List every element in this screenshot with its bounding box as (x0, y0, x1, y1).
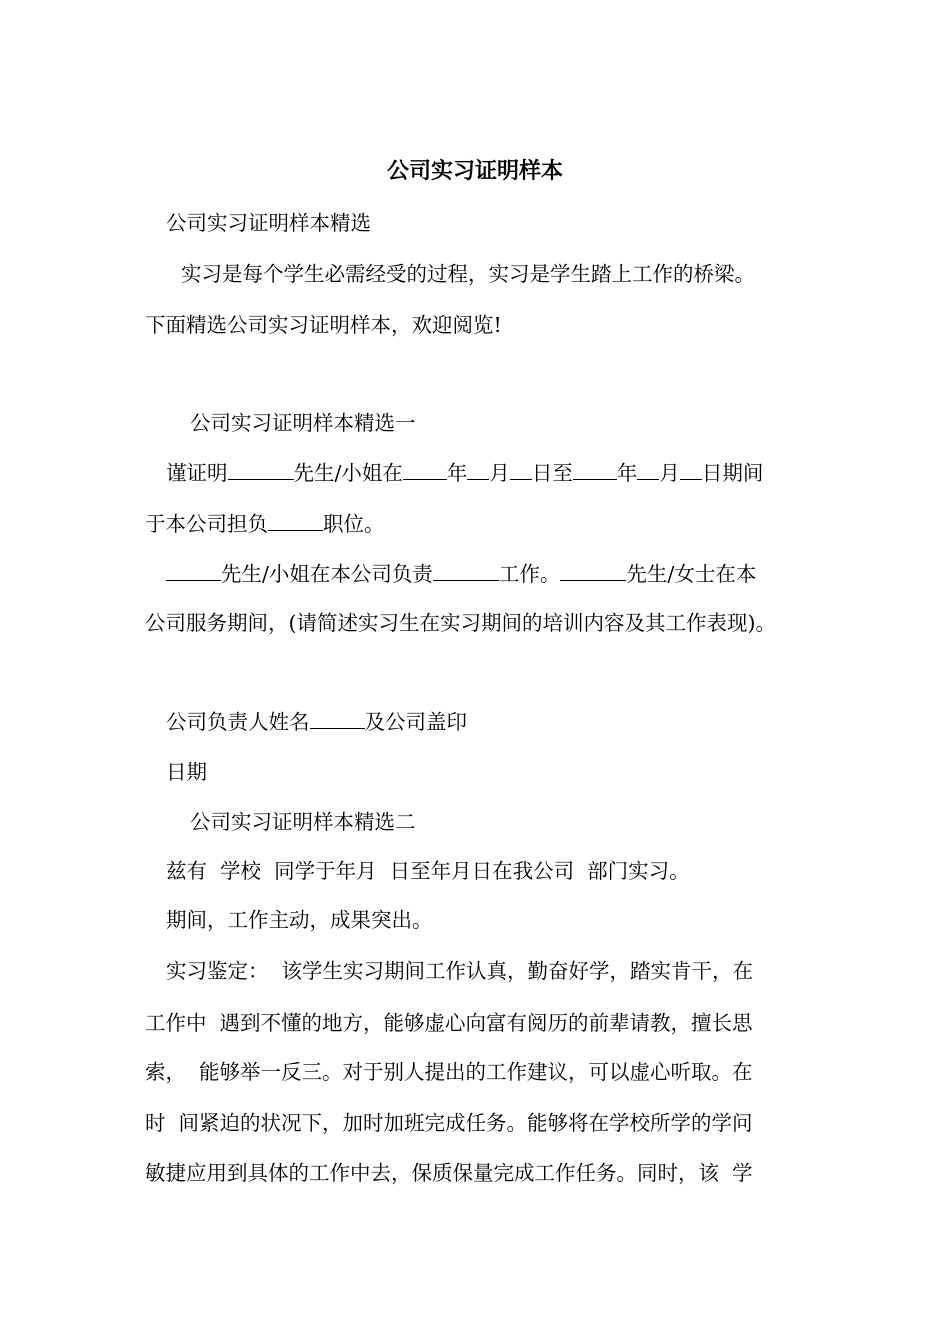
intro-line-1: 实习是每个学生必需经受的过程，实习是学生踏上工作的桥梁。 (181, 262, 755, 286)
blank-end-year (573, 459, 617, 480)
section-two-heading: 公司实习证明样本精选二 (190, 810, 416, 834)
blank-work (433, 560, 499, 581)
section-two-line: 时 间紧迫的状况下，加时加班完成任务。能够将在学校所学的学问 (145, 1111, 753, 1135)
text-fragment: 谨证明 (166, 461, 228, 485)
signature-line (166, 708, 467, 736)
certify-line-1 (166, 459, 763, 487)
duty-line-2: 公司服务期间，(请简述实习生在实习期间的培训内容及其工作表现)。 (145, 611, 776, 635)
text-fragment: 月 (659, 461, 680, 485)
blank-name (166, 560, 221, 581)
text-fragment: 工作。 (498, 562, 561, 586)
section-two-line: 索， 能够举一反三。对于别人提出的工作建议，可以虚心听取。在 (145, 1060, 753, 1084)
text-fragment: 先生/女士在本 (626, 562, 757, 586)
text-fragment: 先生/小姐在 (293, 461, 403, 485)
text-fragment: 公司负责人姓名 (166, 710, 310, 734)
intro-line-2: 下面精选公司实习证明样本，欢迎阅览! (145, 313, 502, 337)
text-fragment: 日期间 (701, 461, 764, 485)
blank-name (560, 560, 626, 581)
blank-name (228, 459, 294, 480)
blank-start-year (403, 459, 447, 480)
text-fragment: 于本公司担负 (145, 512, 268, 536)
date-label: 日期 (166, 760, 207, 784)
blank-end-month (637, 459, 659, 480)
duty-line-1 (166, 560, 756, 588)
text-fragment: 及公司盖印 (364, 710, 467, 734)
blank-start-day (510, 459, 532, 480)
text-fragment: 年 (446, 461, 468, 485)
text-fragment: 职位。 (323, 512, 385, 536)
blank-start-month (467, 459, 489, 480)
text-fragment: 年 (616, 461, 638, 485)
blank-end-day (680, 459, 702, 480)
document-title: 公司实习证明样本 (386, 158, 563, 184)
section-two-line: 敏捷应用到具体的工作中去，保质保量完成工作任务。同时，该 学 (145, 1161, 753, 1185)
certify-line-2 (145, 510, 385, 538)
section-two-line: 实习鉴定： 该学生实习期间工作认真，勤奋好学，踏实肯干，在 (166, 959, 754, 983)
section-two-line: 兹有 学校 同学于年月 日至年月日在我公司 部门实习。 (166, 859, 690, 883)
text-fragment: 日至 (531, 461, 573, 485)
section-two-line: 期间，工作主动，成果突出。 (166, 908, 433, 932)
section-two-line: 工作中 遇到不懂的地方，能够虚心向富有阅历的前辈请教，擅长思 (145, 1011, 753, 1035)
text-fragment: 月 (489, 461, 510, 485)
text-fragment: 先生/小姐在本公司负责 (221, 562, 433, 586)
subtitle: 公司实习证明样本精选 (166, 211, 371, 235)
blank-position (268, 510, 323, 531)
blank-manager-name (310, 708, 365, 729)
section-one-heading: 公司实习证明样本精选一 (190, 411, 416, 435)
